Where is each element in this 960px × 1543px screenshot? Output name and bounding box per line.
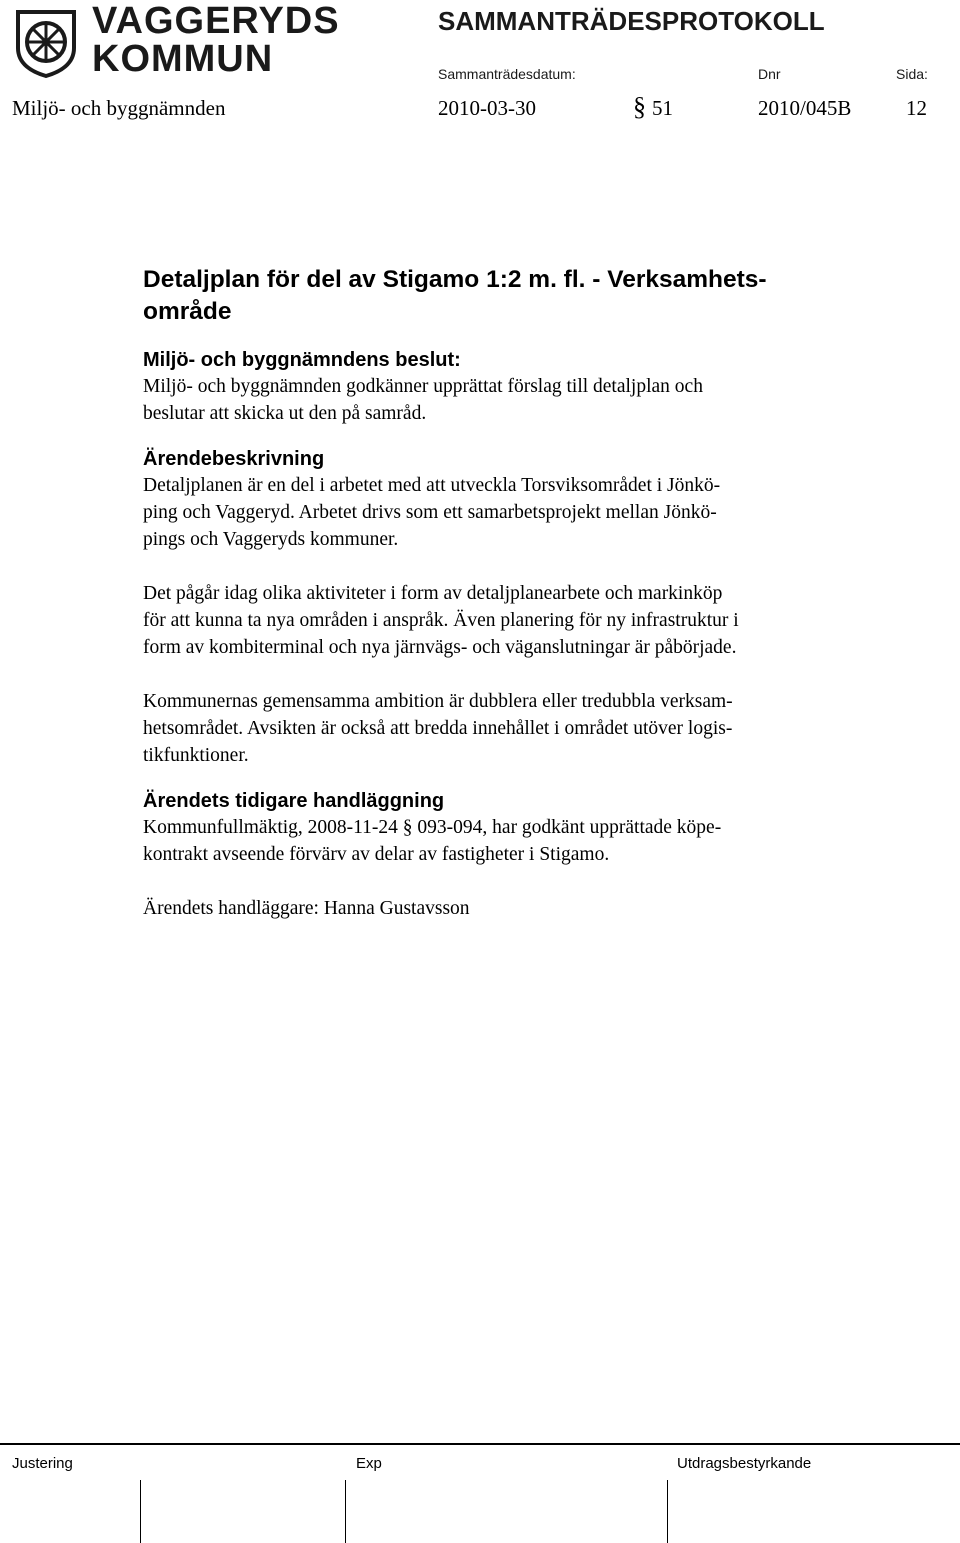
decision-text-line1: Miljö- och byggnämnden godkänner upprättat förslag till detaljplan och (143, 376, 703, 397)
description-heading: Ärendebeskrivning (143, 448, 325, 470)
footer-justering-label: Justering (12, 1455, 73, 1472)
signature-divider-1 (140, 1480, 141, 1543)
dnr-value: 2010/045B (758, 96, 852, 120)
page-label: Sida: (896, 66, 928, 82)
case-title-line1: Detaljplan för del av Stigamo 1:2 m. fl. - Verksamhets- (143, 266, 767, 293)
ambition-line3: tikfunktioner. (143, 745, 249, 766)
activities-line1: Det pågår idag olika aktiviteter i form av detaljplanearbete och markinköp (143, 583, 723, 604)
footer-exp-label: Exp (356, 1455, 382, 1472)
case-handler: Ärendets handläggare: Hanna Gustavsson (143, 898, 470, 919)
history-heading: Ärendets tidigare handläggning (143, 790, 445, 812)
description-line3: pings och Vaggeryds kommuner. (143, 529, 399, 550)
dnr-label: Dnr (758, 66, 781, 82)
ambition-line1: Kommunernas gemensamma ambition är dubblera eller tredubbla verksam- (143, 691, 733, 712)
signature-divider-2 (345, 1480, 346, 1543)
signature-divider-3 (667, 1480, 668, 1543)
footer-divider (0, 1443, 960, 1445)
municipality-crest-icon (12, 8, 80, 78)
activities-line3: form av kombiterminal och nya järnvägs- och väganslutningar är påbörjade. (143, 637, 737, 658)
committee-name: Miljö- och byggnämnden (12, 96, 226, 120)
history-line2: kontrakt avseende förvärv av delar av fastigheter i Stigamo. (143, 844, 610, 865)
ambition-line2: hetsområdet. Avsikten är också att bredda innehållet i området utöver logis- (143, 718, 733, 739)
paragraph-symbol: § (633, 92, 646, 121)
case-title-line2: område (143, 298, 232, 325)
meeting-date-label: Sammanträdesdatum: (438, 66, 576, 82)
decision-text-line2: beslutar att skicka ut den på samråd. (143, 403, 427, 424)
meeting-date: 2010-03-30 (438, 96, 536, 120)
page-number: 12 (906, 96, 927, 120)
minutes-body (143, 264, 878, 922)
document-title: SAMMANTRÄDESPROTOKOLL (438, 6, 825, 36)
description-line2: ping och Vaggeryd. Arbetet drivs som ett samarbetsprojekt mellan Jönkö- (143, 502, 717, 523)
history-line1: Kommunfullmäktig, 2008-11-24 § 093-094, har godkänt upprättade köpe- (143, 817, 722, 838)
activities-line2: för att kunna ta nya områden i anspråk. Även planering för ny infrastruktur i (143, 610, 739, 631)
description-line1: Detaljplanen är en del i arbetet med att utveckla Torsviksområdet i Jönkö- (143, 475, 721, 496)
paragraph-number: 51 (652, 96, 673, 120)
decision-heading: Miljö- och byggnämndens beslut: (143, 349, 461, 371)
footer-utdrag-label: Utdragsbestyrkande (677, 1455, 812, 1472)
logo-text-line1: VAGGERYDS (92, 0, 340, 42)
logo-text-line2: KOMMUN (92, 38, 274, 80)
